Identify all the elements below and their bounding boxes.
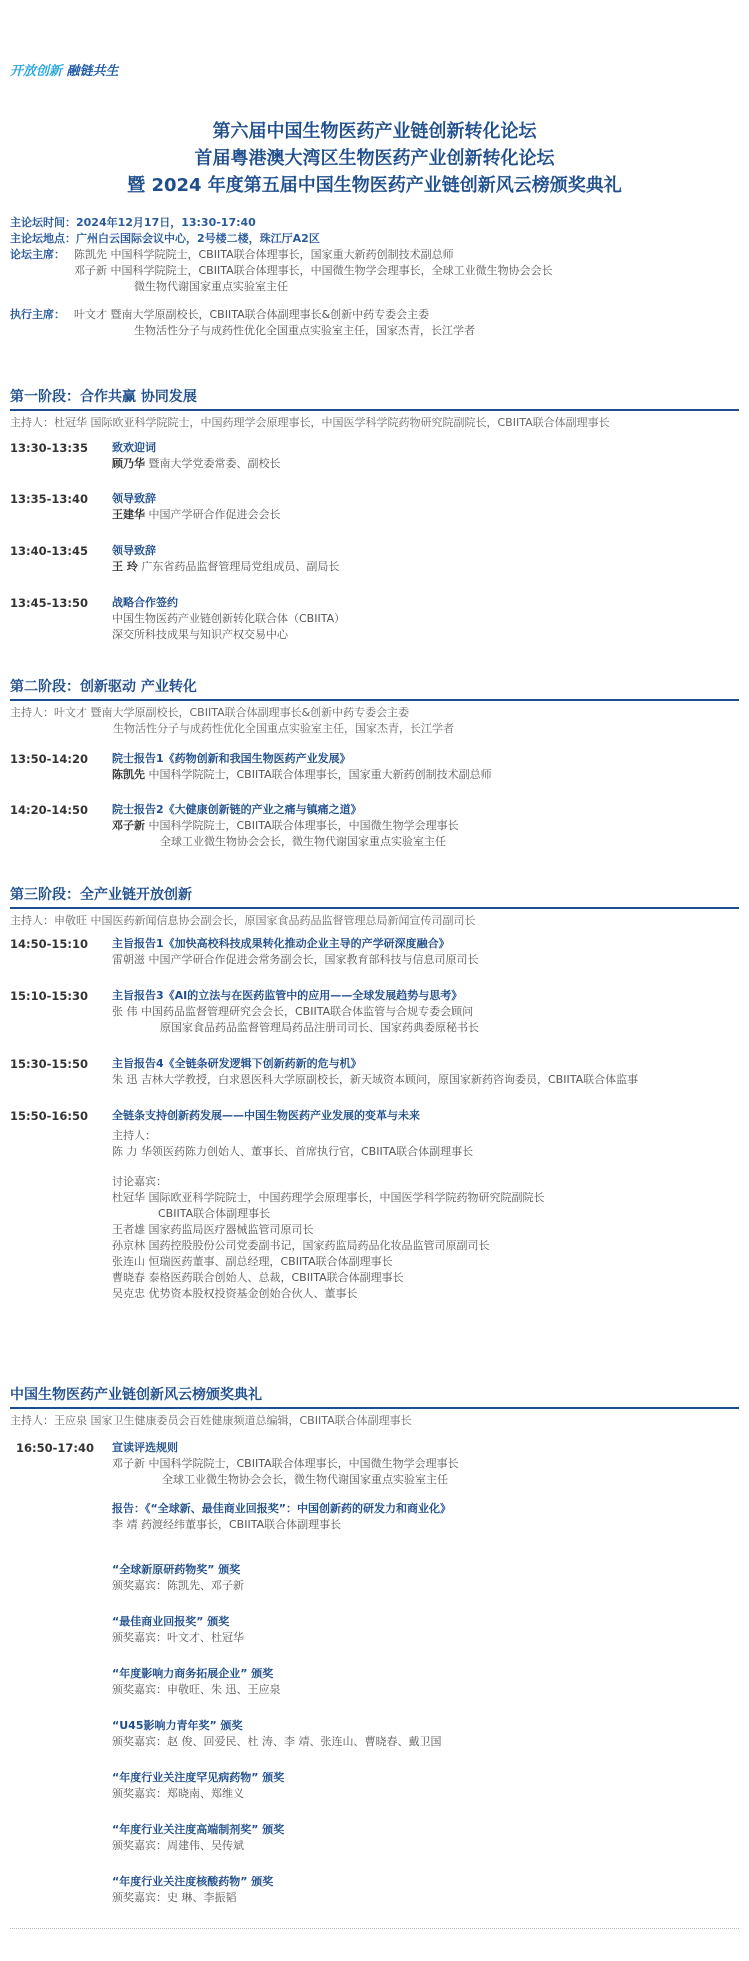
award-guests: 颁奖嘉宾：史 琳、李振韬 [112,1891,237,1904]
item-time: 13:35-13:40 [10,492,88,506]
speaker-name: 陈凯先 [112,768,145,781]
item-title: 全链条支持创新药发展——中国生物医药产业发展的变革与未来 [112,1109,420,1122]
speaker-name: 顾乃华 [112,457,145,470]
item-title: 院士报告1《药物创新和我国生物医药产业发展》 [112,752,351,765]
panel-guest: 孙京林 国药控股股份公司党委副书记，国家药监局药品化妆品监管司原副司长 [112,1239,490,1252]
item-title: 战略合作签约 [112,596,178,609]
award-guests: 颁奖嘉宾：周建伟、吴传斌 [112,1839,244,1852]
exec-1b: 生物活性分子与成药性优化全国重点实验室主任，国家杰青，长江学者 [134,324,475,337]
speaker-name: 王建华 [112,508,145,521]
exec-label: 执行主席： [10,308,65,321]
item-time: 13:50-14:20 [10,752,88,766]
item-time: 13:45-13:50 [10,596,88,610]
title-line-2: 首届粤港澳大湾区生物医药产业创新转化论坛 [194,148,555,169]
speaker-desc-2: 原国家食品药品监督管理局药品注册司司长、国家药典委原秘书长 [160,1021,479,1034]
award-title: “全球新原研药物奖” 颁奖 [112,1563,241,1576]
item-title: 主旨报告1《加快高校科技成果转化推动企业主导的产学研深度融合》 [112,937,450,950]
panel-guest: CBIITA联合体副理事长 [158,1207,271,1220]
agenda-item [10,802,739,850]
panel-guest: 曹晓春 泰格医药联合创始人、总裁，CBIITA联合体副理事长 [112,1271,404,1284]
item-time: 13:30-13:35 [10,441,88,455]
speaker-desc: 广东省药品监督管理局党组成员、副局长 [141,560,340,573]
award-item [10,1614,739,1646]
report-line: 李 靖 药渡经纬董事长，CBIITA联合体副理事长 [112,1518,342,1531]
agenda-item [10,936,739,968]
chair-2b: 微生物代谢国家重点实验室主任 [134,280,288,293]
agenda-item [10,751,739,783]
award-item [10,1666,739,1698]
award-item [10,1822,739,1854]
award-item [10,1874,739,1906]
item-time: 14:50-15:10 [10,937,88,951]
slogan-part1: 开放创新 [10,64,63,79]
item-time: 16:50-17:40 [16,1441,94,1455]
item-time: 13:40-13:45 [10,544,88,558]
award-guests: 颁奖嘉宾：申敬旺、朱 迅、王应泉 [112,1683,281,1696]
forum-place: 广州白云国际会议中心，2号楼二楼，珠江厅A2区 [76,232,320,245]
bottom-divider [10,1928,739,1929]
award-guests: 颁奖嘉宾：赵 俊、回爱民、杜 涛、李 靖、张连山、曹晓春、戴卫国 [112,1735,442,1748]
place-label: 主论坛地点： [10,232,76,245]
chair-1: 陈凯先 中国科学院院士，CBIITA联合体理事长，国家重大新药创制技术副总师 [74,248,454,261]
speaker-desc: 中国科学院院士，CBIITA联合体理事长，中国微生物学会理事长 [148,819,459,832]
award-guests: 颁奖嘉宾：郑晓南、郑维义 [112,1787,244,1800]
stage-3 [10,884,739,929]
stage-4-title: 中国生物医药产业链创新风云榜颁奖典礼 [10,1384,739,1409]
speaker-name: 朱 迅 [112,1073,138,1086]
time-label: 主论坛时间： [10,216,76,229]
item-time: 15:50-16:50 [10,1109,88,1123]
stage-3-title: 第三阶段：全产业链开放创新 [10,884,739,909]
page-titles [0,118,749,199]
award-guests: 颁奖嘉宾：陈凯先、邓子新 [112,1579,244,1592]
panel-guest: 张连山 恒瑞医药董事、副总经理，CBIITA联合体副理事长 [112,1255,393,1268]
item-time: 15:10-15:30 [10,989,88,1003]
award-item [10,1562,739,1594]
agenda-item [10,543,739,575]
forum-time: 2024年12月17日，13:30-17:40 [76,216,256,229]
sign-party-1: 中国生物医药产业链创新转化联合体（CBIITA） [112,612,346,625]
agenda-item [10,1056,739,1088]
stage-4-host: 主持人：王应泉 国家卫生健康委员会百姓健康频道总编辑，CBIITA联合体副理事长 [10,1414,412,1427]
agenda-item [10,491,739,523]
panel-host: 陈 力 华领医药陈力创始人、董事长、首席执行官，CBIITA联合体副理事长 [112,1145,474,1158]
award-guests: 颁奖嘉宾：叶文才、杜冠华 [112,1631,244,1644]
award-item [10,1718,739,1750]
award-item [10,1770,739,1802]
speaker-desc: 中国科学院院士，CBIITA联合体理事长，国家重大新药创制技术副总师 [148,768,492,781]
item-title: 主旨报告3《AI的立法与在医药监管中的应用——全球发展趋势与思考》 [112,989,463,1002]
exec-1: 叶文才 暨南大学原副校长，CBIITA联合体副理事长&创新中药专委会主委 [74,308,430,321]
panel-host-label: 主持人： [112,1129,156,1142]
title-line-3: 暨 2024 年度第五届中国生物医药产业链创新风云榜颁奖典礼 [127,175,622,196]
award-title: “最佳商业回报奖” 颁奖 [112,1615,230,1628]
panel-guest: 王者雄 国家药监局医疗器械监管司原司长 [112,1223,314,1236]
rules-line-1: 邓子新 中国科学院院士，CBIITA联合体理事长，中国微生物学会理事长 [112,1457,459,1470]
speaker-desc: 中国产学研合作促进会常务副会长，国家教育部科技与信息司原司长 [148,953,479,966]
item-time: 14:20-14:50 [10,803,88,817]
chair-2: 邓子新 中国科学院院士，CBIITA联合体理事长，中国微生物学会理事长，全球工业微生物协会会长 [74,264,553,277]
slogan [10,60,119,79]
award-title: “年度影响力商务拓展企业” 颁奖 [112,1667,274,1680]
agenda-item [10,595,739,643]
panel-guests-label: 讨论嘉宾： [112,1175,167,1188]
item-title: 领导致辞 [112,544,156,557]
award-title: “年度行业关注度罕见病药物” 颁奖 [112,1771,285,1784]
stage-2-host-2: 生物活性分子与成药性优化全国重点实验室主任，国家杰青，长江学者 [113,722,454,735]
speaker-desc: 吉林大学教授，白求恩医科大学原副校长，新天域资本顾问，原国家新药咨询委员，CBIITA联合体监事 [141,1073,639,1086]
stage-2 [10,676,739,737]
award-title: “年度行业关注度核酸药物” 颁奖 [112,1875,274,1888]
speaker-name: 雷朝滋 [112,953,145,966]
ceremony-item [10,1440,739,1533]
speaker-desc: 中国产学研合作促进会会长 [148,508,281,521]
item-title: 院士报告2《大健康创新链的产业之痛与镇痛之道》 [112,803,362,816]
rules-line-2: 全球工业微生物协会会长，微生物代谢国家重点实验室主任 [162,1473,448,1486]
item-title: 致欢迎词 [112,441,156,454]
speaker-name: 邓子新 [112,819,145,832]
stage-2-title: 第二阶段：创新驱动 产业转化 [10,676,739,701]
rules-title: 宣读评选规则 [112,1441,178,1454]
chair-label: 论坛主席： [10,248,65,261]
stage-1-host: 主持人：杜冠华 国际欧亚科学院院士，中国药理学会原理事长，中国医学科学院药物研究院副院长，CBIITA联合体副理事长 [10,416,610,429]
forum-info [10,215,740,339]
award-title: “年度行业关注度高端制剂奖” 颁奖 [112,1823,285,1836]
item-title: 领导致辞 [112,492,156,505]
stage-1-title: 第一阶段：合作共赢 协同发展 [10,386,739,411]
slogan-part2: 融链共生 [66,64,119,79]
award-title: “U45影响力青年奖” 颁奖 [112,1719,243,1732]
speaker-desc: 暨南大学党委常委、副校长 [148,457,281,470]
item-title: 主旨报告4《全链条研发逻辑下创新药新的危与机》 [112,1057,362,1070]
report-title: 报告：《“全球新、最佳商业回报奖”：中国创新药的研发力和商业化》 [112,1502,451,1515]
sign-party-2: 深交所科技成果与知识产权交易中心 [112,628,288,641]
speaker-desc: 中国药品监督管理研究会会长，CBIITA联合体监管与合规专委会顾问 [141,1005,474,1018]
speaker-name: 张 伟 [112,1005,138,1018]
item-time: 15:30-15:50 [10,1057,88,1071]
stage-4 [10,1384,739,1429]
panel-item [10,1108,739,1302]
title-line-1: 第六届中国生物医药产业链创新转化论坛 [212,121,537,142]
agenda-item [10,440,739,472]
stage-1 [10,386,739,431]
stage-3-host: 主持人：申敬旺 中国医药新闻信息协会副会长，原国家食品药品监督管理总局新闻宣传司副司长 [10,914,476,927]
agenda-item [10,988,739,1036]
speaker-name: 王 玲 [112,560,138,573]
panel-guest: 杜冠华 国际欧亚科学院院士，中国药理学会原理事长，中国医学科学院药物研究院副院长 [112,1191,545,1204]
stage-2-host: 主持人：叶文才 暨南大学原副校长，CBIITA联合体副理事长&创新中药专委会主委 [10,706,410,719]
speaker-desc-2: 全球工业微生物协会会长，微生物代谢国家重点实验室主任 [160,835,446,848]
panel-guest: 吴克忠 优势资本股权投资基金创始合伙人、董事长 [112,1287,358,1300]
